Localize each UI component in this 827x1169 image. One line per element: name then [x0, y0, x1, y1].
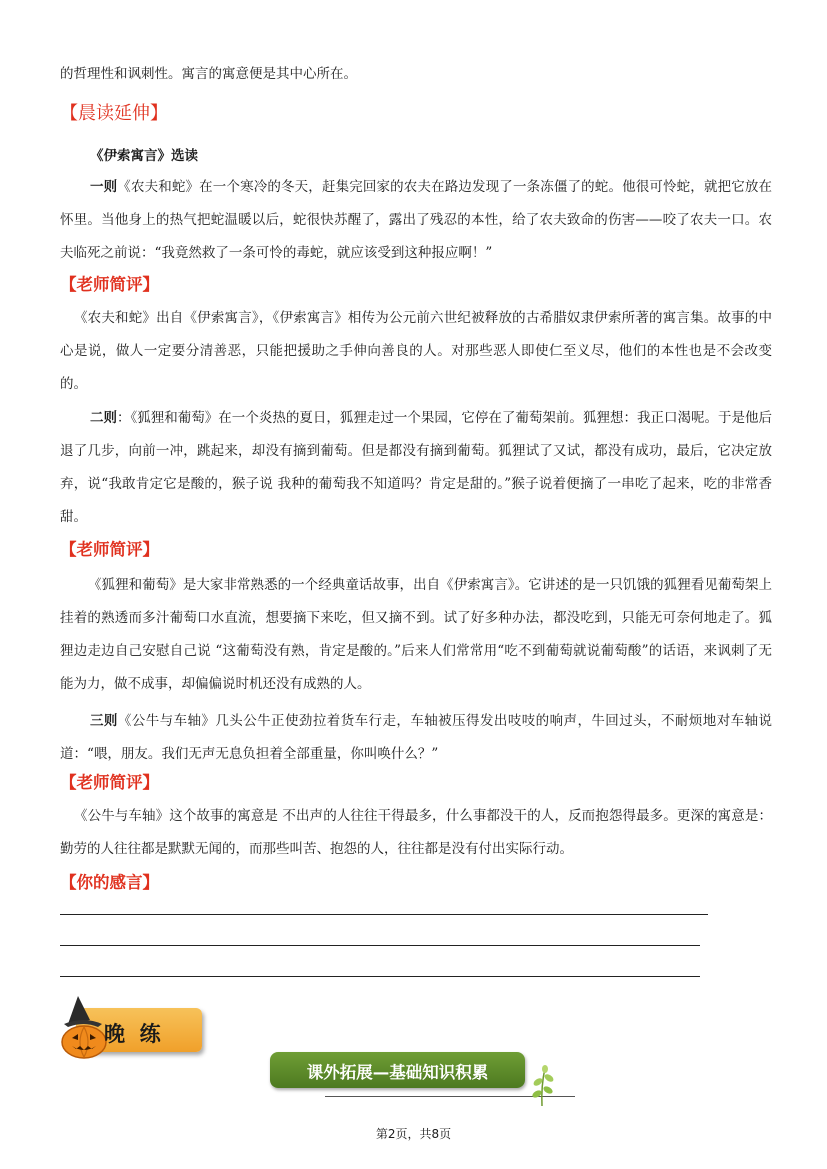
story-3-label: 三则: [90, 713, 118, 729]
story-2-label: 二则: [90, 410, 118, 426]
comment-3-text: 《公牛与车轴》这个故事的寓意是 不出声的人往往干得最多，什么事都没干的人，反而抱怨得最多。更深的寓意是：勤劳的人往往都是默默无闻的，而那些叫苦、抱怨的人，往往都是没有付出实际行动。: [60, 808, 772, 857]
page-number: 第2页，共8页: [375, 1127, 452, 1141]
story-2-text: ：《狐狸和葡萄》在一个炎热的夏日，狐狸走过一个果园，它停在了葡萄架前。狐狸想：我正口渴呢。于是他后退了几步，向前一冲，跳起来，却没有摘到葡萄。但是都没有摘到葡萄。狐狸试了又试，都没有成功，最后，它决定放弃，说“我敢肯定它是酸的，猴子说 我种的葡萄我不知道吗？肯定是甜的。”猴子说着便摘了一串吃了起来，吃的非常香甜。: [60, 410, 773, 525]
extension-banner: [270, 1052, 525, 1088]
story-2: [60, 402, 772, 534]
comment-2-text: 《狐狸和葡萄》是大家非常熟悉的一个经典童话故事，出自《伊索寓言》。它讲述的是一只饥饿的狐狸看见葡萄架上挂着的熟透而多汁葡萄口水直流，想要摘下来吃，但又摘不到。试了好多种办法，都没吃到，只能无可奈何地走了。狐狸边走边自己安慰自己说 “这葡萄没有熟，肯定是酸的。”后来人们常常用“吃不到葡萄就说葡萄酸”的话语，来讽刺了无能为力，做不成事，却偏偏说时机还没有成熟的人。: [60, 577, 772, 692]
subtitle: 《伊索寓言》选读: [90, 148, 198, 164]
evening-badge-label: 晚 练: [104, 1022, 161, 1046]
feelings-heading: 【你的感言】: [60, 873, 159, 892]
writing-line: [60, 945, 700, 946]
comment-1-text: 《农夫和蛇》出自《伊索寓言》，《伊索寓言》相传为公元前六世纪被释放的古希腊奴隶伊索所著的寓言集。故事的中心是说，做人一定要分清善恶，只能把援助之手伸向善良的人。对那些恶人即使仁至义尽，他们的本性也是不会改变的。: [60, 310, 772, 392]
story-3-text: 《公牛与车轴》几头公牛正使劲拉着货车行走，车轴被压得发出吱吱的响声，牛回过头，不耐烦地对车轴说道：“喂，朋友。我们无声无息负担着全部重量，你叫唤什么？”: [60, 713, 773, 762]
comment-1-heading: 【老师简评】: [60, 275, 159, 294]
story-3: [60, 705, 772, 771]
extension-banner-label: 课外拓展—基础知识积累: [306, 1063, 489, 1082]
section-heading: 【晨读延伸】: [60, 103, 168, 124]
writing-line: [60, 976, 700, 977]
story-1-text: 《农夫和蛇》在一个寒冷的冬天，赶集完回家的农夫在路边发现了一条冻僵了的蛇。他很可怜蛇，就把它放在怀里。当他身上的热气把蛇温暖以后，蛇很快苏醒了，露出了残忍的本性，给了农夫致命的伤害——咬了农夫一口。农夫临死之前说：“我竟然救了一条可怜的毒蛇，就应该受到这种报应啊！”: [60, 179, 773, 261]
story-1-label: 一则: [90, 179, 118, 195]
comment-3-heading: 【老师简评】: [60, 773, 159, 792]
comment-2-heading: 【老师简评】: [60, 540, 159, 559]
leaf-sprig-icon: [527, 1064, 557, 1108]
evening-badge: [58, 994, 204, 1060]
story-1: [60, 171, 772, 270]
writing-line: [60, 914, 708, 915]
intro-line: 的哲理性和讽刺性。寓言的寓意便是其中心所在。: [60, 66, 357, 82]
pumpkin-icon: [58, 994, 110, 1060]
